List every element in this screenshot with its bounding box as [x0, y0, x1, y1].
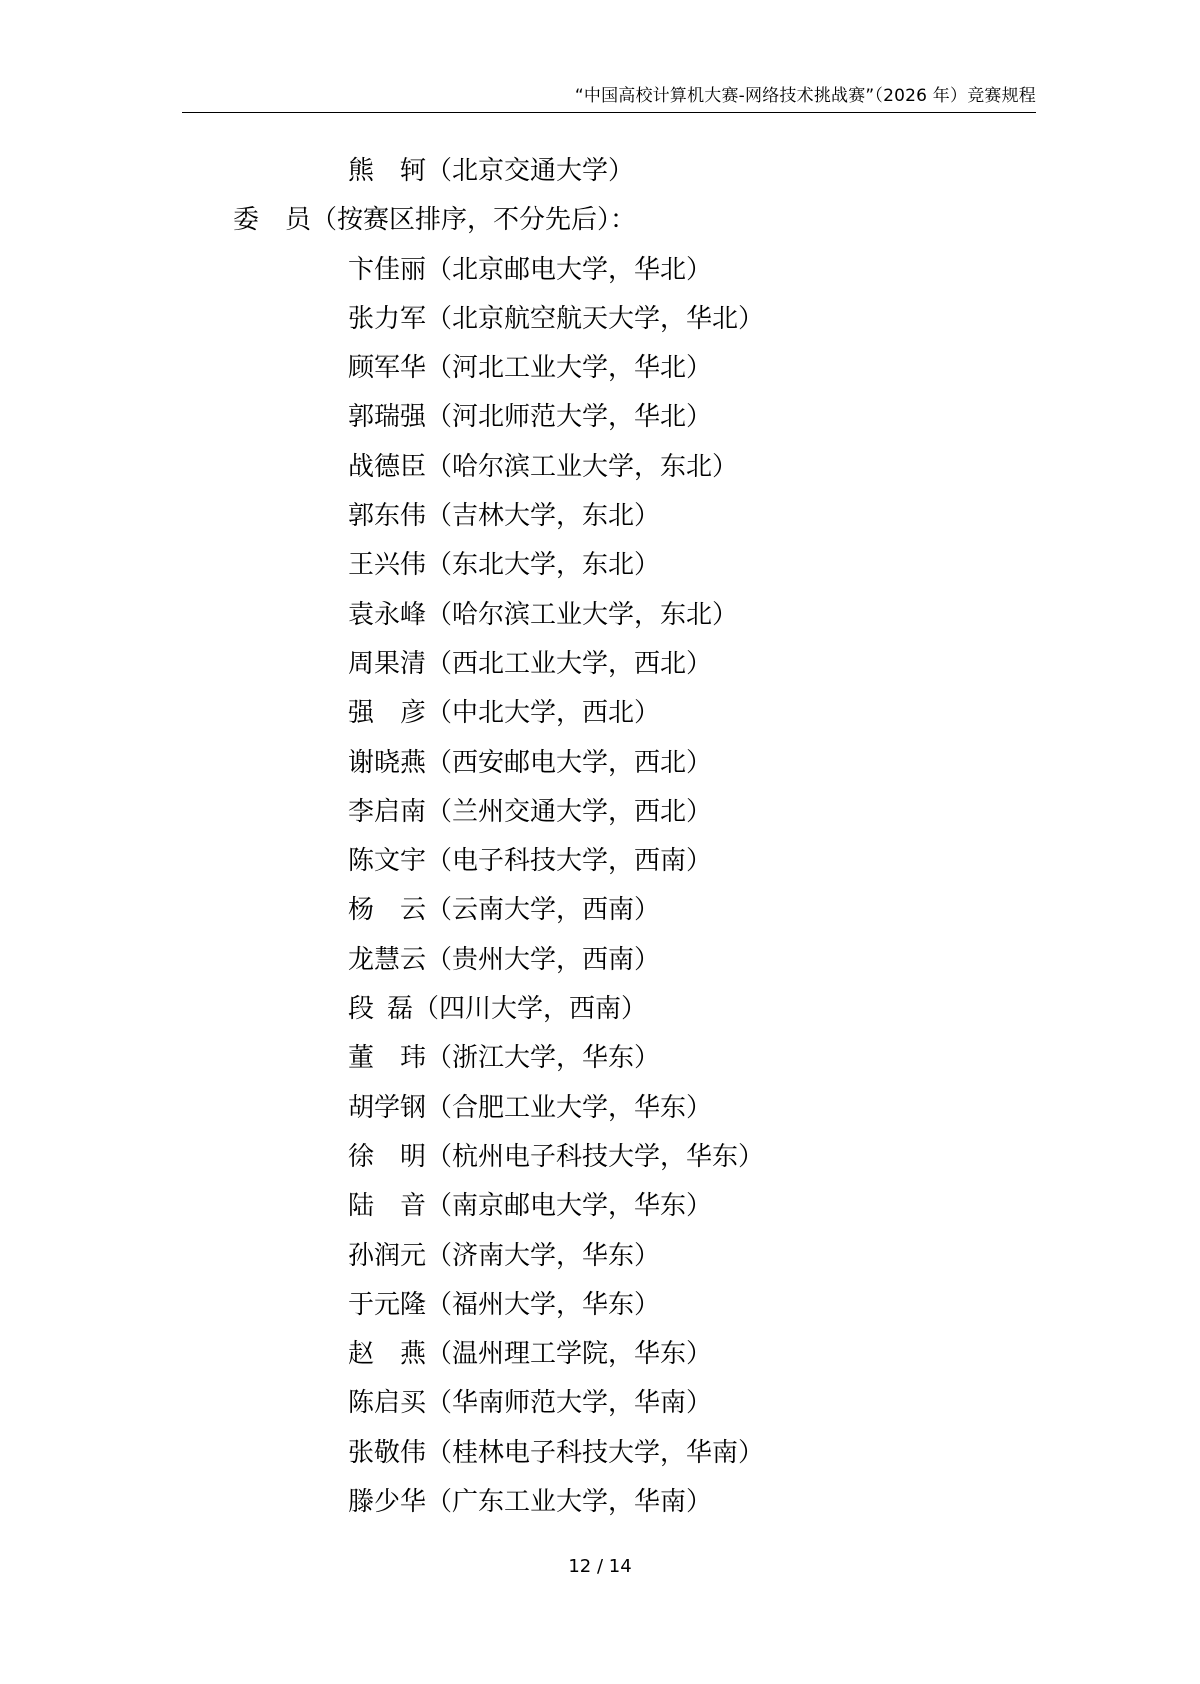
- member-entry: 郭东伟（吉林大学，东北）: [348, 501, 661, 532]
- member-entry: 于元隆（福州大学，华东）: [348, 1289, 661, 1320]
- page-header: “中国高校计算机大赛-网络技术挑战赛”（2026 年）竞赛规程: [574, 86, 1036, 106]
- member-entry: 陈启买（华南师范大学，华南）: [348, 1388, 713, 1419]
- member-entry: 战德臣（哈尔滨工业大学，东北）: [348, 451, 739, 482]
- member-entry: 卞佳丽（北京邮电大学，华北）: [348, 254, 713, 285]
- member-entry: 滕少华（广东工业大学，华南）: [348, 1487, 713, 1518]
- member-entry: 龙慧云（贵州大学，西南）: [348, 944, 661, 975]
- member-entry: 张力军（北京航空航天大学，华北）: [348, 303, 765, 334]
- member-entry: 杨 云（云南大学，西南）: [348, 895, 661, 926]
- member-entry: 周果清（西北工业大学，西北）: [348, 648, 713, 679]
- member-entry: 陈文宇（电子科技大学，西南）: [348, 846, 713, 877]
- member-entry: 段 磊（四川大学，西南）: [348, 994, 648, 1025]
- member-entry: 孙润元（济南大学，华东）: [348, 1240, 661, 1271]
- member-entry: 袁永峰（哈尔滨工业大学，东北）: [348, 599, 739, 630]
- member-entry: 王兴伟（东北大学，东北）: [348, 550, 661, 581]
- member-entry: 谢晓燕（西安邮电大学，西北）: [348, 747, 713, 778]
- page-number: 12 / 14: [568, 1556, 632, 1577]
- member-entry: 强 彦（中北大学，西北）: [348, 698, 661, 729]
- member-entry: 李启南（兰州交通大学，西北）: [348, 796, 713, 827]
- member-entry: 陆 音（南京邮电大学，华东）: [348, 1191, 713, 1222]
- member-entry: 徐 明（杭州电子科技大学，华东）: [348, 1141, 765, 1172]
- member-entry: 顾军华（河北工业大学，华北）: [348, 353, 713, 384]
- member-entry: 张敬伟（桂林电子科技大学，华南）: [348, 1437, 765, 1468]
- member-entry: 胡学钢（合肥工业大学，华东）: [348, 1092, 713, 1123]
- section-label-members: 委 员（按赛区排序，不分先后）：: [233, 205, 637, 236]
- member-entry: 赵 燕（温州理工学院，华东）: [348, 1339, 713, 1370]
- member-entry: 董 玮（浙江大学，华东）: [348, 1043, 661, 1074]
- header-divider: [182, 112, 1036, 113]
- committee-member-list: [0, 150, 1200, 1530]
- member-entry: 熊 轲（北京交通大学）: [348, 156, 635, 186]
- member-entry: 郭瑞强（河北师范大学，华北）: [348, 402, 713, 433]
